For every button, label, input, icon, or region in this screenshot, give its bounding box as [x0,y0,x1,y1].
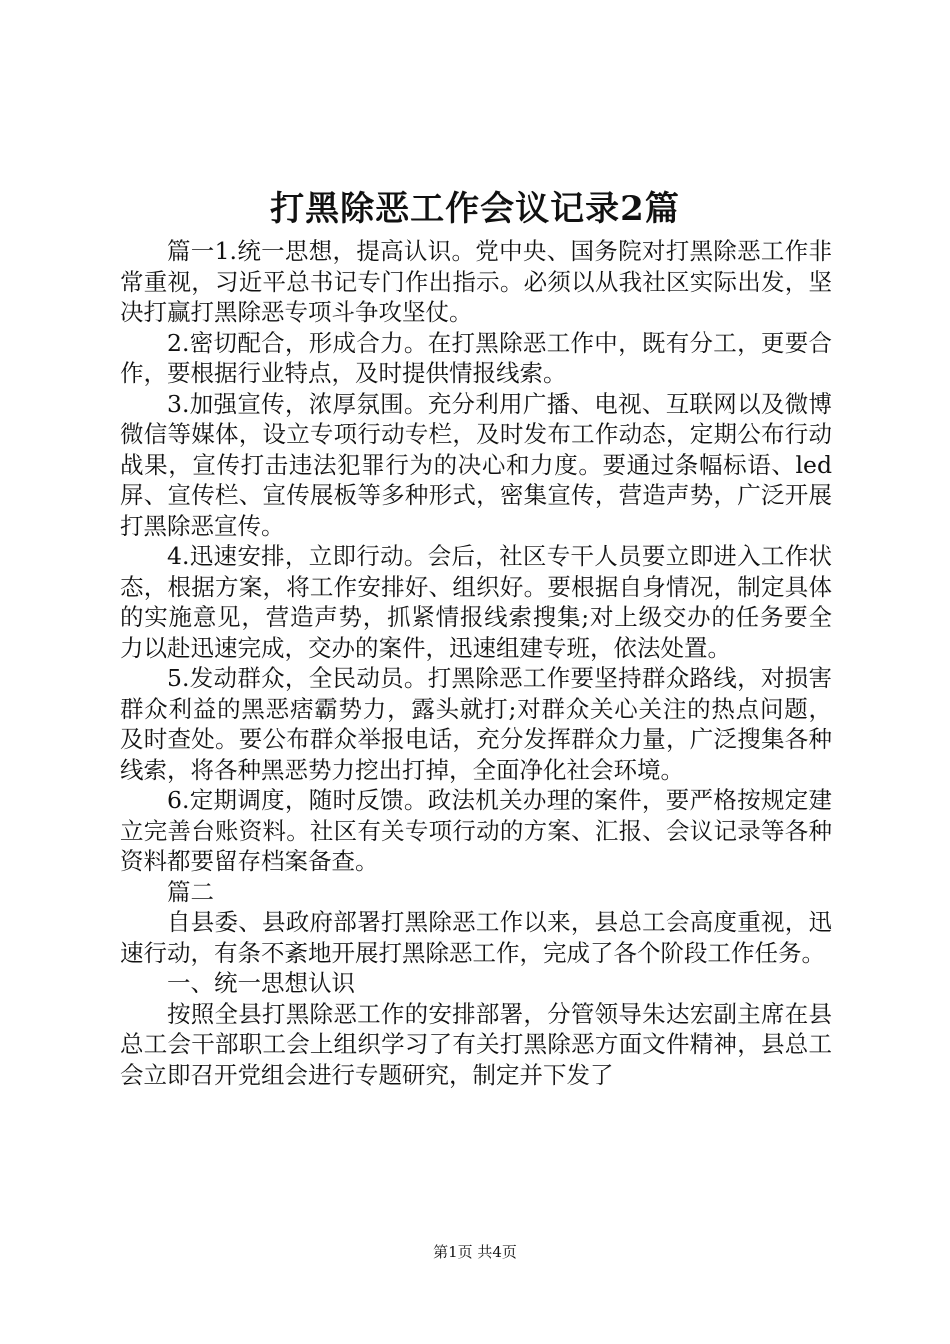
paragraph: 5.发动群众，全民动员。打黑除恶工作要坚持群众路线，对损害群众利益的黑恶痞霸势力，露头就打;对群众关心关注的热点问题，及时查处。要公布群众举报电话，充分发挥群众力量，广泛搜集各种线索，将各种黑恶势力挖出打掉，全面净化社会环境。 [120,664,832,784]
paragraph: 自县委、县政府部署打黑除恶工作以来，县总工会高度重视，迅速行动，有条不紊地开展打黑除恶工作，完成了各个阶段工作任务。 [120,908,832,967]
paragraph: 2.密切配合，形成合力。在打黑除恶工作中，既有分工，更要合作，要根据行业特点，及时提供情报线索。 [120,328,832,387]
paragraph: 4.迅速安排，立即行动。会后，社区专干人员要立即进入工作状态，根据方案，将工作安排好、组织好。要根据自身情况，制定具体的实施意见，营造声势，抓紧情报线索搜集;对上级交办的任务要全力以赴迅速完成，交办的案件，迅速组建专班，依法处置。 [120,542,832,662]
document-body [120,236,832,1090]
page-number-footer: 第1页 共4页 [433,1243,517,1261]
document-title: 打黑除恶工作会议记录2篇 [270,189,680,229]
section-heading: 篇二 [167,877,214,906]
paragraph: 3.加强宣传，浓厚氛围。充分利用广播、电视、互联网以及微博微信等媒体，设立专项行动专栏，及时发布工作动态，定期公布行动战果，宣传打击违法犯罪行为的决心和力度。要通过条幅标语、led屏、宣传栏、宣传展板等多种形式，密集宣传，营造声势，广泛开展打黑除恶宣传。 [120,389,832,540]
section-heading: 一、统一思想认识 [167,969,355,997]
paragraph: 按照全县打黑除恶工作的安排部署，分管领导朱达宏副主席在县总工会干部职工会上组织学习了有关打黑除恶方面文件精神，县总工会立即召开党组会进行专题研究，制定并下发了 [120,999,832,1089]
paragraph: 篇一1.统一思想，提高认识。党中央、国务院对打黑除恶工作非常重视，习近平总书记专门作出指示。必须以从我社区实际出发，坚决打赢打黑除恶专项斗争攻坚仗。 [120,237,832,326]
paragraph: 6.定期调度，随时反馈。政法机关办理的案件，要严格按规定建立完善台账资料。社区有关专项行动的方案、汇报、会议记录等各种资料都要留存档案备查。 [120,786,832,875]
